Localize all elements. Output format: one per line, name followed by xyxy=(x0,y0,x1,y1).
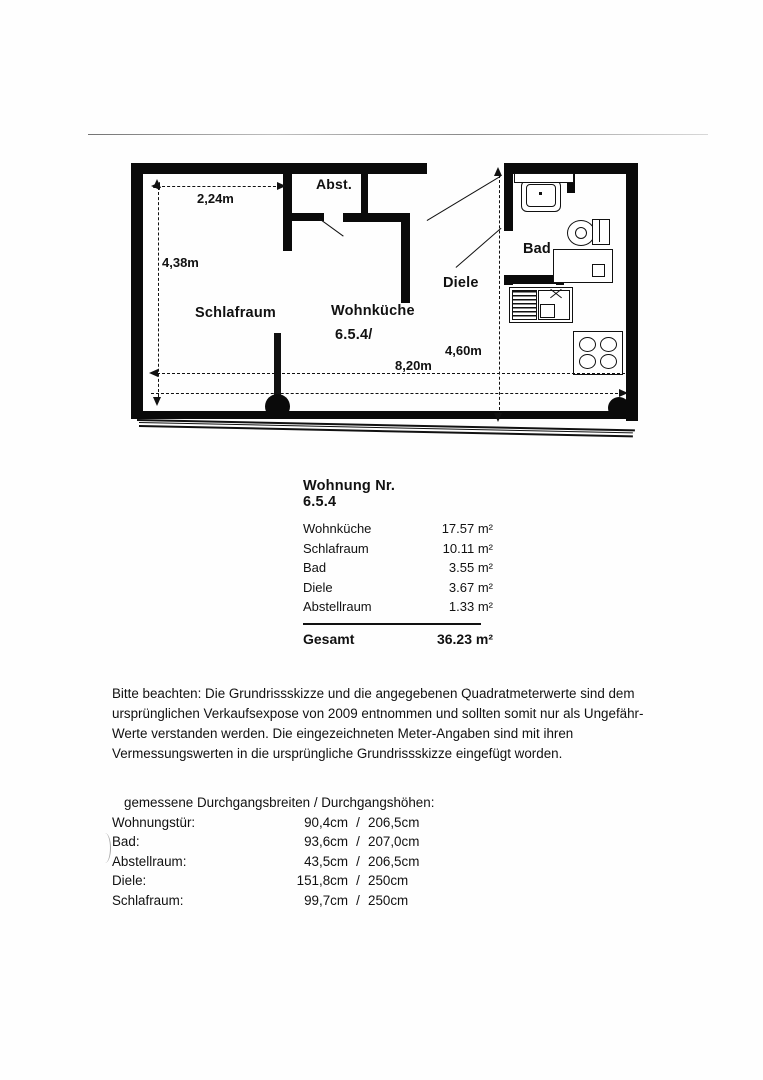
measurement-height: 207,0cm xyxy=(368,834,420,850)
dim-arrow-460-bottom xyxy=(494,413,502,422)
measurement-width: 93,6cm xyxy=(304,834,348,850)
wall-right xyxy=(626,163,638,421)
schlafraum-door-post xyxy=(274,333,281,401)
dim-label-224: 2,24m xyxy=(197,191,234,206)
kitchen-sink-bowl xyxy=(540,304,555,318)
room-label-bad: Bad xyxy=(523,241,551,257)
total-area: 36.23 m² xyxy=(436,630,493,647)
dim-line-438 xyxy=(158,187,159,397)
wall-wohnkueche-right xyxy=(401,213,410,303)
measurement-room: Schlafraum: xyxy=(112,892,184,908)
dim-label-438: 4,38m xyxy=(162,255,199,270)
wall-abst-right xyxy=(361,173,368,213)
dim-line-460 xyxy=(499,175,500,415)
measurement-row xyxy=(112,813,532,833)
dim-line-820-lower xyxy=(151,393,623,394)
measurement-row xyxy=(112,852,532,872)
disclaimer-note: Bitte beachten: Die Grundrissskizze und die angegebenen Quadratmeterwerte sind dem ursprünglichen Verkaufsexpose von 2009 entnommen und sollten somit nur als Ungefähr-Werte verstanden werden. Die eingezeichneten Meter-Angaben sind mit ihren Vermessungswerten in die ursprüngliche Grundrissskizze eingefügt worden. xyxy=(112,686,644,761)
dim-label-460: 4,60m xyxy=(445,343,482,358)
leader-line-diele xyxy=(456,228,502,268)
dim-line-224 xyxy=(157,186,281,187)
balcony-door-knob xyxy=(608,397,630,419)
measurement-separator: / xyxy=(356,873,360,889)
dim-label-820: 8,20m xyxy=(395,358,432,373)
apartment-total-row xyxy=(303,631,493,647)
room-area: 17.57 m² xyxy=(441,521,493,536)
apartment-title-line2: 6.5.4 xyxy=(303,494,337,510)
leader-line-entrance xyxy=(427,176,501,221)
room-area: 3.55 m² xyxy=(448,560,493,575)
measurement-row xyxy=(112,832,532,852)
measurement-width: 151,8cm xyxy=(296,873,348,889)
measurement-row xyxy=(112,871,532,891)
room-area: 10.11 m² xyxy=(442,540,493,556)
room-name: Abstellraum xyxy=(303,599,372,614)
dim-line-820 xyxy=(157,373,625,374)
kitchen-stove xyxy=(573,331,623,375)
apartment-summary xyxy=(303,478,493,647)
measurement-height: 250cm xyxy=(368,873,409,889)
room-label-abst: Abst. xyxy=(316,176,352,192)
dim-arrow-460-top xyxy=(494,167,502,176)
measurement-room: Abstellraum: xyxy=(112,853,187,869)
measurement-height: 206,5cm xyxy=(368,853,420,869)
measurement-room: Diele: xyxy=(112,873,147,889)
measurement-room: Wohnungstür: xyxy=(112,814,196,830)
room-area: 1.33 m² xyxy=(448,599,493,614)
bath-toilet-bowl-inner xyxy=(575,227,587,239)
apartment-title xyxy=(303,478,493,510)
stove-burner-tr xyxy=(600,337,617,352)
measurement-separator: / xyxy=(356,814,360,830)
apartment-room-row xyxy=(303,558,493,578)
wall-left xyxy=(131,163,143,419)
room-label-diele: Diele xyxy=(443,275,479,291)
bath-toilet-cistern-line xyxy=(599,220,600,242)
floor-plan-drawing xyxy=(131,163,638,433)
wall-top-left xyxy=(131,163,427,174)
apartment-title-line1: Wohnung Nr. xyxy=(303,478,396,494)
measurement-height: 206,5cm xyxy=(368,814,420,830)
measurement-separator: / xyxy=(356,892,360,908)
kitchen-sink-drainboard xyxy=(512,290,537,320)
apartment-room-row xyxy=(303,519,493,539)
apartment-room-row xyxy=(303,539,493,559)
bath-shower-drain xyxy=(592,264,605,277)
balcony-band-outer xyxy=(137,419,635,431)
page-edge-artifact xyxy=(96,833,111,863)
bath-washbasin-tap xyxy=(539,192,542,195)
schlafraum-door-knob xyxy=(265,394,290,419)
bath-toilet-cistern xyxy=(592,219,610,245)
measurement-width: 43,5cm xyxy=(304,853,348,869)
stove-burner-tl xyxy=(579,337,596,352)
measurement-height: 250cm xyxy=(368,892,409,908)
measurement-width: 90,4cm xyxy=(304,814,348,830)
room-label-schlafraum: Schlafraum xyxy=(195,305,276,321)
wall-abst-bottom-right xyxy=(343,213,410,222)
room-label-wohnkueche-number: 6.5.4/ xyxy=(335,327,373,343)
room-label-wohnkueche: Wohnküche xyxy=(331,303,415,319)
measurement-room: Bad: xyxy=(112,834,140,850)
dim-arrow-438-bottom xyxy=(153,397,161,406)
measurement-separator: / xyxy=(356,853,360,869)
measurement-width: 99,7cm xyxy=(304,892,348,908)
room-area: 3.67 m² xyxy=(448,579,493,595)
apartment-room-row xyxy=(303,597,493,617)
dim-arrow-438-top xyxy=(153,179,161,188)
apartment-room-row xyxy=(303,578,493,598)
total-label: Gesamt xyxy=(303,630,355,647)
bath-counter-top xyxy=(514,173,574,183)
measurements-heading: gemessene Durchgangsbreiten / Durchgangshöhen: xyxy=(124,795,435,810)
dim-arrow-820-left xyxy=(149,369,158,377)
room-name: Wohnküche xyxy=(303,521,372,536)
passage-measurements xyxy=(112,793,532,911)
room-name: Bad xyxy=(303,560,327,575)
room-name: Diele xyxy=(303,579,333,595)
measurement-separator: / xyxy=(356,834,360,850)
stove-burner-bl xyxy=(579,354,596,369)
wall-bottom xyxy=(131,411,638,419)
bath-washbasin-inner xyxy=(526,184,556,207)
measurement-row xyxy=(112,891,532,911)
leader-line-abst xyxy=(319,218,344,237)
dim-arrow-224-right xyxy=(277,182,286,190)
stove-burner-br xyxy=(600,354,617,369)
wall-bad-left xyxy=(504,163,513,231)
apartment-room-list xyxy=(303,519,493,617)
wall-abst-bottom-left xyxy=(283,213,324,221)
apartment-total-rule xyxy=(303,623,481,625)
scan-artifact-line xyxy=(88,134,708,135)
room-name: Schlafraum xyxy=(303,540,369,556)
